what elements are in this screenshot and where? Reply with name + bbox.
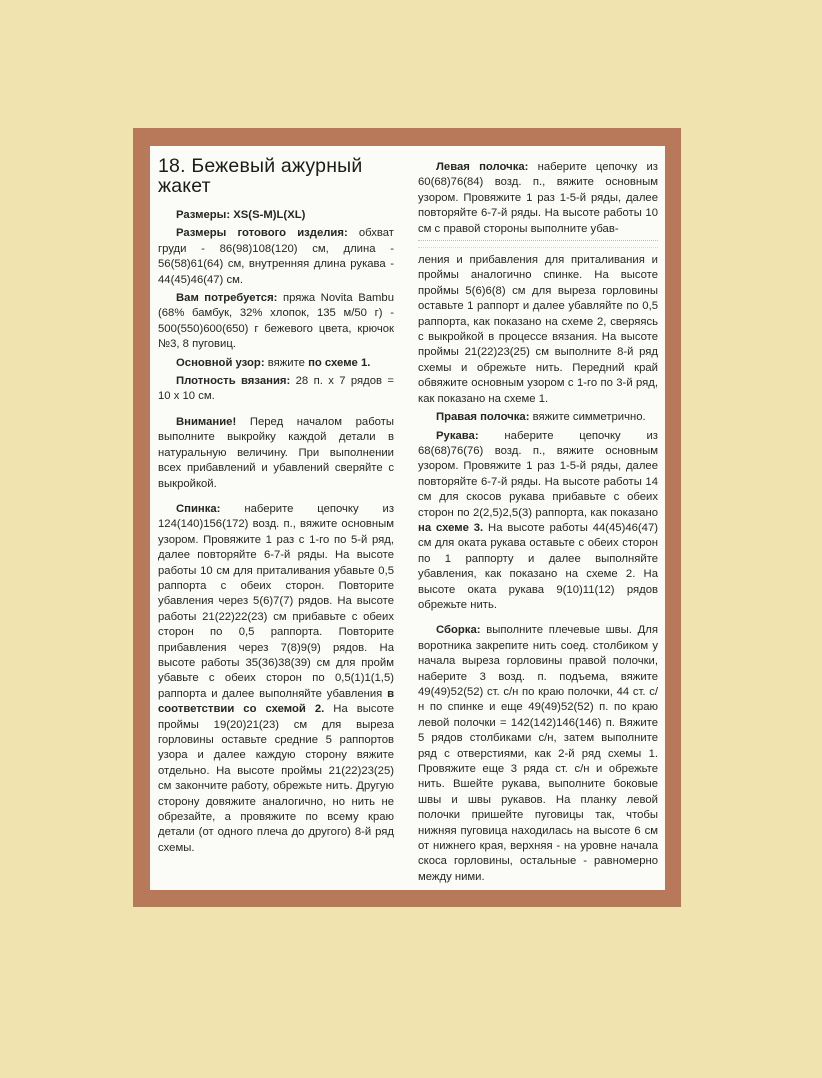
- finished-sizes-paragraph: [158, 226, 394, 288]
- pattern-paragraph: [158, 356, 394, 371]
- sleeve-text-b: на схеме 3.: [418, 521, 484, 534]
- left-column: [158, 156, 394, 859]
- gauge-paragraph: [158, 374, 394, 405]
- scan-smudge: [418, 240, 658, 248]
- assembly-text: выполните плечевые швы. Для воротника закрепите нить соед. столбиком у начала выреза горловины правой полочки, наберите 3 возд. п. подъема, вяжите 49(49)52(52) ст. с/н по краю полочки, 44 ст. с/н по спинке и еще 49(49)52(52) п. по краю левой полочки = 142(142)146(146) п. Вяжите 5 рядов столбиками с/н, затем выполните ряд с отверстиями, как 2-й ряд схемы 1. Провяжите еще 3 ряда ст. с/н и обрежьте нить. Вшейте рукава, выполните боковые швы и швы рукавов. На планку левой полочки пришейте пуговицы так, чтобы нижняя пуговица находилась на высоте 6 см от нижнего края, верхняя - на уровне начала скоса горловины, остальные - равномерно между ними.: [418, 624, 659, 883]
- materials-paragraph: [158, 291, 394, 353]
- assembly-paragraph: [418, 623, 658, 885]
- attention-label: Внимание!: [176, 415, 237, 428]
- left-front-text-a: наберите цепочку из 60(68)76(84) возд. п., вяжите основным узором. Провяжите 1 раз 1-5-й ряды, далее повторяйте 6-7-й ряды. На высоте работы 10 см с правой стороны выполните убав-: [418, 161, 658, 235]
- materials-label: Вам потребуется:: [176, 292, 278, 305]
- materials-text: пряжа Novita Bambu (68% бамбук, 32% хлопок, 135 м/50 г) - 500(550)600(650) г бежевого цвета, крючок №3, 8 пуговиц.: [158, 292, 395, 351]
- pattern-text-a: вяжите: [267, 356, 305, 369]
- document-page: [150, 146, 665, 890]
- right-front-paragraph: [418, 410, 658, 425]
- left-front-paragraph: [418, 160, 658, 237]
- attention-paragraph: [158, 415, 394, 492]
- sizes-line: [158, 208, 394, 223]
- back-text-c: На высоте проймы 19(20)21(23) см для выреза горловины оставьте средние 5 раппортов узора и далее каждую сторону вяжите отдельно. На высоте проймы 21(22)23(25) см закончите работу, обрежьте нить. Другую сторону довяжите аналогично, но нить не обрезайте, а провяжите по всему краю детали (от одного плеча до другого) 8-й ряд схемы.: [158, 703, 394, 854]
- pattern-text-b: по схеме 1.: [308, 356, 371, 369]
- attention-text: Перед началом работы выполните выкройку каждой детали в натуральную величину. При выполнении всех прибавлений и убавлений сверяйте с выкройкой.: [158, 415, 394, 490]
- right-front-text: вяжите симметрично.: [532, 411, 646, 424]
- sleeve-label: Рукава:: [436, 429, 479, 442]
- finished-sizes-text: обхват груди - 86(98)108(120) см, длина - 56(58)61(64) см, внутренняя длина рукава - 44(45)46(47) см.: [158, 227, 394, 286]
- left-front-label: Левая полочка:: [436, 161, 529, 173]
- sizes-value: XS(S-M)L(XL): [233, 209, 306, 221]
- right-front-label: Правая полочка:: [436, 411, 530, 424]
- back-label: Спинка:: [176, 502, 221, 515]
- sleeve-text-a: наберите цепочку из 68(68)76(76) возд. п., вяжите основным узором. Провяжите 1 раз 1-5-й ряды, далее повторяйте 6-7-й ряды. На высоте работы 14 см для скосов рукава прибавьте с обеих сторон по 2(2,5)2,5(3) раппорта, как показано: [418, 429, 658, 519]
- sizes-label: Размеры:: [176, 209, 231, 221]
- back-text-a: наберите цепочку из 124(140)156(172) возд. п., вяжите основным узором. Провяжите 1 раз с 1-го по 5-й ряд, далее повторяйте 6-7-й ряды. На высоте работы 10 см для приталивания убавьте 0,5 раппорта с обеих сторон. Повторите убавления через 5(6)7(7) рядов. На высоте работы 21(22)22(23) см прибавьте с обеих сторон по 0,5 раппорта. Повторите прибавления через 7(8)9(9) рядов. На высоте работы 35(36)38(39) см для пройм убавьте с обеих сторон по 0,5(1)1(1,5) раппорта и далее выполняйте убавления: [158, 502, 394, 700]
- page-title: 18. Бежевый ажурный жакет: [158, 155, 363, 197]
- finished-sizes-label: Размеры готового изделия:: [176, 227, 348, 240]
- sleeve-paragraph: [418, 429, 658, 614]
- pattern-label: Основной узор:: [176, 356, 265, 369]
- gauge-label: Плотность вязания:: [176, 375, 291, 388]
- back-paragraph: [158, 502, 394, 856]
- assembly-label: Сборка:: [436, 624, 481, 637]
- right-column: [418, 160, 658, 888]
- sleeve-text-c: На высоте работы 44(45)46(47) см для оката рукава оставьте с обеих сторон по 1 раппорту и далее выполняйте убавления, как показано на схеме 2. На высоте оката рукава 9(10)11(12) рядов обрежьте нить.: [418, 521, 659, 611]
- left-front-continued: [418, 253, 658, 407]
- left-front-text-b: ления и прибавления для приталивания и проймы аналогично спинке. На высоте проймы 5(6)6(8) см для выреза горловины оставьте 1 раппорт и далее убавляйте по 0,5 раппорта, как показано на схеме 2, сверяясь с выкройкой в процессе вязания. На высоте проймы 21(22)23(25) см выполните 8-й ряд схемы и обрежьте нить. Передний край обвяжите основным узором с 1-го по 3-й ряд, как показано на схеме 1.: [418, 254, 658, 405]
- back-text-b: в соответствии со схемой 2.: [158, 687, 395, 716]
- gauge-text: 28 п. х 7 рядов = 10 х 10 см.: [158, 375, 394, 403]
